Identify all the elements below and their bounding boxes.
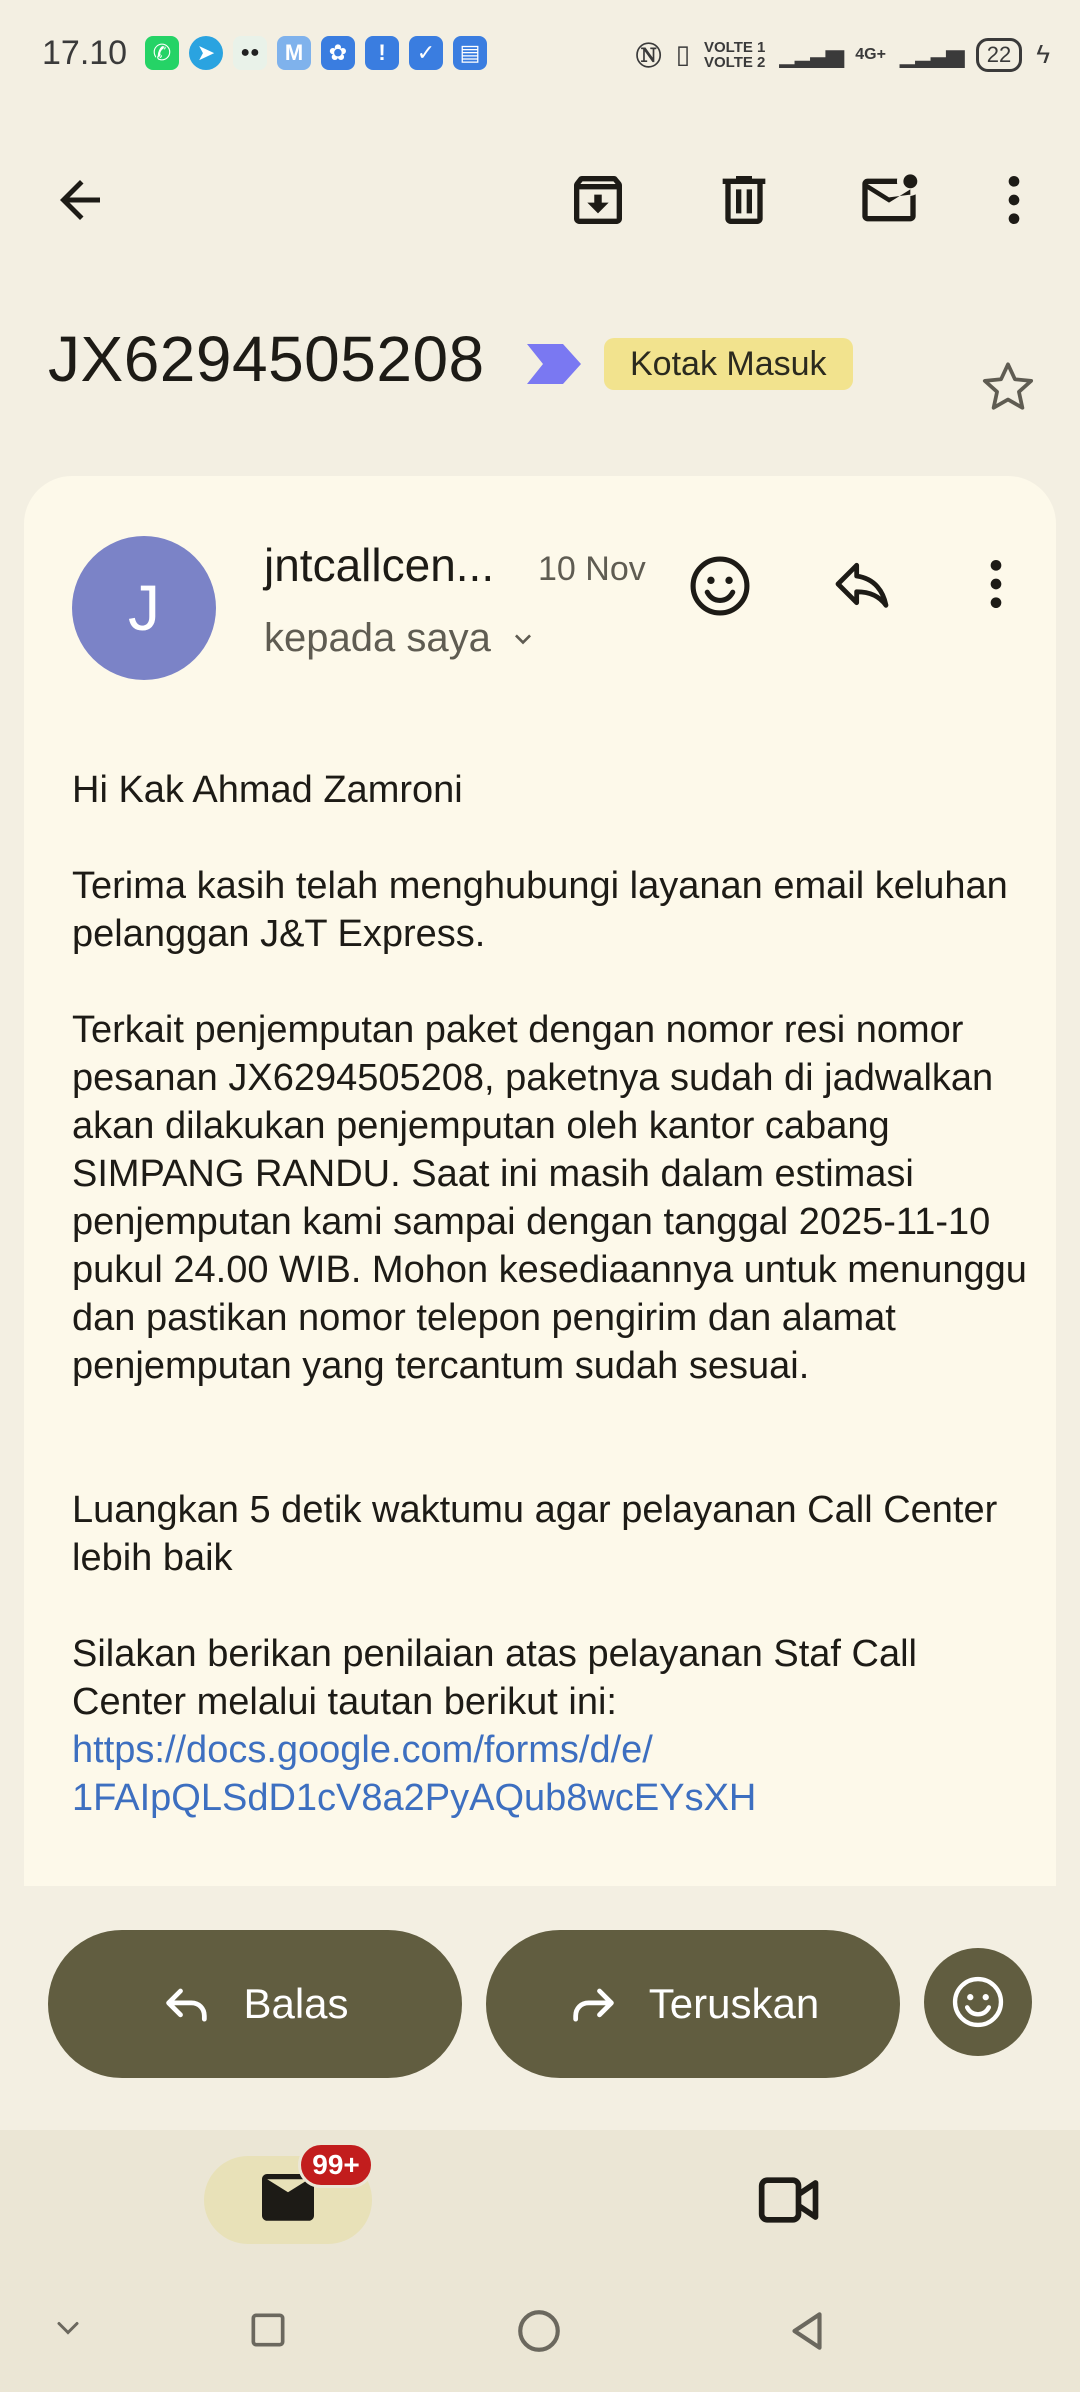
archive-button[interactable]: [566, 168, 630, 232]
back-nav-button[interactable]: [782, 2306, 832, 2356]
paragraph-1: Terima kasih telah menghubungi layanan email keluhan pelanggan J&T Express.: [72, 865, 1008, 955]
recents-button[interactable]: [246, 2308, 290, 2352]
avatar[interactable]: J: [72, 536, 216, 680]
archive-icon: [566, 168, 630, 232]
volte1-label: VOLTE 1: [704, 38, 766, 56]
reply-icon-button[interactable]: [830, 552, 894, 616]
app-notification-icon-2: ✿: [321, 36, 355, 70]
signal-icon-2: ▁▂▃▅: [899, 41, 962, 68]
calendar-icon: ▤: [453, 36, 487, 70]
home-button[interactable]: [514, 2306, 564, 2356]
mark-unread-button[interactable]: [856, 168, 922, 232]
email-date: 10 Nov: [538, 550, 646, 588]
bottom-navigation: [0, 2130, 1080, 2270]
status-indicators: [636, 36, 1050, 73]
vibrate-icon: ▯: [675, 39, 690, 69]
volte-indicator: [704, 40, 765, 70]
network-type: 4G+: [855, 45, 886, 63]
delete-button[interactable]: [712, 168, 776, 232]
unread-badge: 99+: [298, 2142, 374, 2188]
nav-meet-tab[interactable]: [756, 2168, 824, 2237]
system-navigation-bar: [0, 2270, 1080, 2392]
label-chip-inbox[interactable]: Kotak Masuk: [604, 338, 853, 390]
paragraph-3: Luangkan 5 detik waktumu agar pelayanan Call Center lebih baik: [72, 1489, 998, 1579]
forward-icon: [567, 1978, 619, 2030]
notification-icons: [145, 36, 487, 70]
greeting: Hi Kak Ahmad Zamroni: [72, 769, 463, 811]
email-card: [24, 476, 1056, 1886]
status-bar: [0, 0, 1080, 110]
emoji-reaction-button[interactable]: [924, 1948, 1032, 2056]
reply-icon: [830, 552, 894, 616]
email-body: [72, 766, 1032, 1822]
square-icon: [246, 2308, 290, 2352]
more-vert-icon: [990, 168, 1038, 232]
recipient-details-toggle[interactable]: [264, 616, 539, 661]
chevron-down-icon: [50, 2310, 86, 2346]
telegram-icon: ➤: [189, 36, 223, 70]
forward-label: Teruskan: [648, 1980, 820, 2027]
video-camera-icon: [756, 2168, 824, 2232]
whatsapp-icon: ✆: [145, 36, 179, 70]
emoji-icon: [949, 1973, 1007, 2031]
back-button[interactable]: [50, 170, 110, 230]
reply-button[interactable]: [48, 1930, 462, 2078]
tasks-icon: ✓: [409, 36, 443, 70]
volte2-label: VOLTE 2: [704, 53, 766, 71]
more-options-button[interactable]: [990, 168, 1038, 232]
forward-button[interactable]: [486, 1930, 900, 2078]
status-time: 17.10: [42, 34, 128, 72]
survey-link-line-2[interactable]: 1FAIpQLSdD1cV8a2PyAQub8wcEYsXH: [72, 1777, 757, 1819]
charging-icon: ϟ: [1036, 39, 1050, 69]
reply-icon: [161, 1978, 213, 2030]
star-button[interactable]: [976, 355, 1040, 424]
more-vert-icon: [976, 552, 1016, 616]
signal-icon: ▁▂▃▅: [779, 41, 842, 68]
nfc-icon: Ⓝ: [635, 41, 662, 71]
message-more-button[interactable]: [976, 552, 1016, 616]
battery-level: 22: [976, 38, 1022, 72]
emoji-icon: [686, 552, 754, 620]
top-app-bar: [0, 140, 1080, 260]
gmail-icon: M: [277, 36, 311, 70]
mark-unread-icon: [856, 168, 922, 232]
alert-icon: !: [365, 36, 399, 70]
reply-action-bar: [0, 1886, 1080, 2130]
paragraph-4: Silakan berikan penilaian atas pelayanan Staf Call Center melalui tautan berikut ini:: [72, 1633, 917, 1723]
paragraph-2: Terkait penjemputan paket dengan nomor resi nomor pesanan JX6294505208, paketnya sudah di jadwalkan akan dilakukan penjemputan oleh kantor cabang SIMPANG RANDU. Saat ini masih dalam estimasi penjemputan kami sampai dengan tanggal 2025-11-10 pukul 24.00 WIB. Mohon kesediaannya untuk menunggu dan pastikan nomor telepon pengirim dan alamat penjemputan yang tercantum sudah sesuai.: [72, 1009, 1027, 1387]
survey-link-line-1[interactable]: https://docs.google.com/forms/d/e/: [72, 1729, 653, 1771]
app-notification-icon: ●●: [233, 36, 267, 70]
add-reaction-button[interactable]: [686, 552, 754, 620]
chevron-down-icon: [507, 623, 539, 655]
back-arrow-icon: [50, 170, 110, 230]
recipient-label: kepada saya: [264, 616, 491, 660]
circle-icon: [514, 2306, 564, 2356]
reply-label: Balas: [243, 1980, 349, 2027]
triangle-back-icon: [782, 2306, 832, 2356]
star-icon: [976, 355, 1040, 419]
important-marker-icon[interactable]: [527, 340, 581, 393]
hide-nav-button[interactable]: [50, 2310, 86, 2346]
sender-name[interactable]: jntcallcen...: [264, 539, 495, 591]
email-subject: JX6294505208: [48, 323, 485, 395]
trash-icon: [712, 168, 776, 232]
